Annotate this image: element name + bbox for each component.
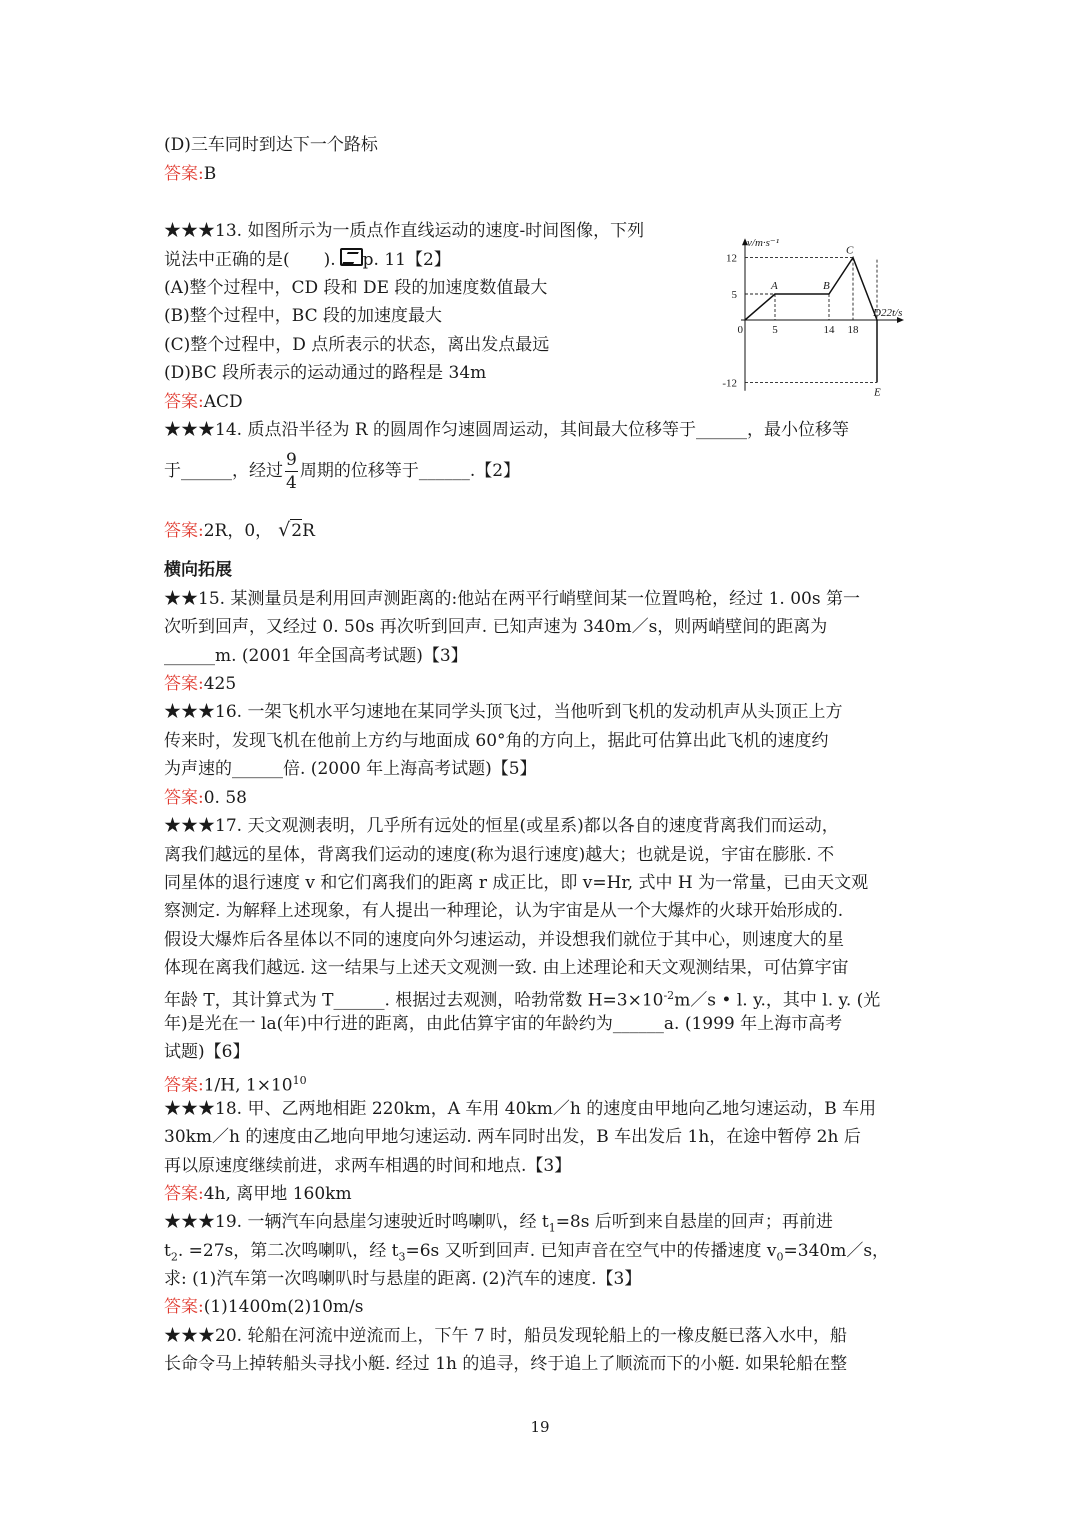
- fraction-nine-fourths: [285, 449, 298, 494]
- answer-value: (1)1400m(2)10m/s: [203, 1297, 364, 1317]
- q20-stem-line2: 长命令马上掉转船头寻找小艇. 经过 1h 的追寻，终于追上了顺流而下的小艇. 如果轮船在整: [164, 1354, 848, 1374]
- point-label-c: C: [846, 244, 854, 257]
- q19-stem-line2: [164, 1239, 889, 1269]
- answer-value: 4h, 离甲地 160km: [203, 1184, 352, 1204]
- q17-stem-line4: 察测定. 为解释上述现象，有人提出一种理论，认为宇宙是从一个大爆炸的火球开始形成的.: [164, 901, 844, 921]
- q13-stem-line2: [164, 248, 451, 272]
- reference-icon: [340, 248, 363, 266]
- x-tick-label: 5: [772, 324, 778, 336]
- q19-answer: [164, 1295, 363, 1319]
- answer-value: B: [203, 164, 217, 184]
- q14-stem-text: 于______，经过: [164, 461, 283, 481]
- q12-option-d: (D)三车同时到达下一个路标: [164, 135, 378, 155]
- page-number: 19: [530, 1418, 550, 1436]
- answer-unit: R: [302, 521, 315, 541]
- y-tick-label: -12: [722, 377, 737, 390]
- point-label-e: E: [874, 386, 881, 397]
- q13-option-a: (A)整个过程中，CD 段和 DE 段的加速度数值最大: [164, 278, 548, 298]
- answer-exponent: 10: [292, 1074, 307, 1087]
- answer-label: 答案:: [164, 674, 204, 694]
- q19-line2-b: . =27s，第二次鸣喇叭，经 t: [177, 1241, 399, 1261]
- subscript: 3: [398, 1250, 406, 1264]
- velocity-time-graph: [720, 232, 920, 397]
- subscript: 2: [170, 1250, 178, 1264]
- q17-stem-line2: 离我们越远的星体，背离我们运动的速度(称为退行速度)越大；也就是说，宇宙在膨胀. 不: [164, 845, 835, 865]
- answer-value: 1/H, 1×10: [203, 1075, 293, 1096]
- q13-answer: [164, 390, 243, 414]
- q17-stem-line8: 年)是光在一 la(年)中行进的距离，由此估算宇宙的年龄约为______a. (1999 年上海市高考: [164, 1014, 843, 1034]
- q17-stem-line5: 假设大爆炸后各星体以不同的速度向外匀速运动，并设想我们就位于其中心，则速度大的星: [164, 930, 844, 950]
- answer-label: 答案:: [164, 1297, 204, 1317]
- q13-stem-line1: ★★★13. 如图所示为一质点作直线运动的速度-时间图像，下列: [164, 221, 645, 241]
- q17-answer: [164, 1069, 307, 1098]
- q19-line1-tail: =8s 后听到来自悬崖的回声；再前进: [555, 1212, 833, 1232]
- q19-stem-line3: 求: (1)汽车第一次鸣喇叭时与悬崖的距离. (2)汽车的速度.【3】: [164, 1269, 642, 1289]
- answer-value: 2R，0，: [203, 521, 273, 541]
- answer-value: 425: [203, 674, 237, 694]
- q15-stem-line2: 次听到回声，又经过 0. 50s 再次听到回声. 已知声速为 340m／s，则两峭壁间的距离为: [164, 617, 828, 637]
- q19-line2-c: =6s 又听到回声. 已知声音在空气中的传播速度 v: [405, 1241, 777, 1261]
- q13-option-b: (B)整个过程中，BC 段的加速度最大: [164, 306, 442, 326]
- q19-stem-line1: [164, 1210, 833, 1240]
- q19-line2-a: t: [164, 1241, 171, 1261]
- q17-line7-tail: m／s • l. y.，其中 l. y. (光: [674, 990, 881, 1011]
- point-label-d22: D22: [873, 307, 892, 319]
- q15-answer: [164, 672, 236, 696]
- answer-label: 答案:: [164, 521, 204, 541]
- fraction-numerator: 9: [286, 450, 297, 470]
- q16-stem-line3: 为声速的______倍. (2000 年上海高考试题)【5】: [164, 759, 537, 779]
- q17-stem-line3: 同星体的退行速度 v 和它们离我们的距离 r 成正比，即 v=Hr, 式中 H 为一常量，已由天文观: [164, 873, 869, 893]
- sqrt-sign-icon: √: [278, 519, 291, 541]
- q14-stem-line2: [164, 448, 520, 494]
- x-tick-label: 18: [847, 324, 859, 336]
- q14-stem-line1: ★★★14. 质点沿半径为 R 的圆周作匀速圆周运动，其间最大位移等于______，最小位移等: [164, 420, 850, 440]
- q16-stem-line2: 传来时，发现飞机在他前上方约与地面成 60°角的方向上，据此可估算出此飞机的速度约: [164, 731, 829, 751]
- answer-value: ACD: [203, 392, 243, 412]
- sqrt-radicand: 2: [291, 521, 303, 541]
- x-tick-label: 0: [737, 324, 743, 336]
- y-tick-label: 5: [731, 289, 737, 301]
- section-title: 横向拓展: [164, 560, 232, 580]
- exponent: -2: [663, 989, 675, 1002]
- q14-answer: [164, 517, 315, 544]
- q13-option-d: (D)BC 段所表示的运动通过的路程是 34m: [164, 363, 487, 383]
- q17-stem-line6: 体现在离我们越远. 这一结果与上述天文观测一致. 由上述理论和天文观测结果，可估算宇宙: [164, 958, 849, 978]
- point-label-b: B: [823, 280, 830, 292]
- answer-value: 0. 58: [203, 788, 247, 808]
- y-tick-label: 12: [726, 252, 737, 265]
- q15-stem-line3: ______m. (2001 年全国高考试题)【3】: [164, 646, 468, 666]
- answer-label: 答案:: [164, 788, 204, 808]
- q17-stem-line9: 试题)【6】: [164, 1042, 250, 1062]
- q19-line2-d: =340m／s，: [783, 1241, 890, 1261]
- q15-stem-line1: ★★15. 某测量员是利用回声测距离的:他站在两平行峭壁间某一位置鸣枪，经过 1. 00s 第一: [164, 589, 860, 609]
- q19-line1-text: ★★★19. 一辆汽车向悬崖匀速驶近时鸣喇叭，经 t: [164, 1212, 549, 1232]
- q12-answer: [164, 162, 216, 186]
- q13-page-ref: p. 11【2】: [362, 250, 451, 270]
- y-axis-label: v/m·s⁻¹: [747, 237, 780, 250]
- q17-line7-text: 年龄 T，其计算式为 T______. 根据过去观测，哈勃常数 H=3×10: [164, 990, 664, 1011]
- q14-stem-tail: 周期的位移等于______.【2】: [299, 461, 521, 481]
- q18-answer: [164, 1182, 352, 1206]
- subscript: 0: [776, 1250, 784, 1264]
- q13-stem-text: 说法中正确的是( ).: [164, 250, 336, 270]
- x-tick-label: 14: [823, 324, 835, 336]
- subscript: 1: [548, 1221, 556, 1235]
- answer-label: 答案:: [164, 392, 204, 412]
- q17-stem-line7: [164, 984, 880, 1013]
- answer-label: 答案:: [164, 1184, 204, 1204]
- answer-label: 答案:: [164, 1075, 204, 1096]
- x-axis-label: t/s: [892, 307, 903, 319]
- q18-stem-line3: 再以原速度继续前进，求两车相遇的时间和地点.【3】: [164, 1156, 572, 1176]
- fraction-denominator: 4: [286, 473, 297, 493]
- q16-stem-line1: ★★★16. 一架飞机水平匀速地在某同学头顶飞过，当他听到飞机的发动机声从头顶正上方: [164, 702, 843, 722]
- q18-stem-line1: ★★★18. 甲、乙两地相距 220km，A 车用 40km／h 的速度由甲地向乙地匀速运动，B 车用: [164, 1099, 877, 1119]
- q20-stem-line1: ★★★20. 轮船在河流中逆流而上，下午 7 时，船员发现轮船上的一橡皮艇已落入水中，船: [164, 1326, 848, 1346]
- q13-option-c: (C)整个过程中，D 点所表示的状态，离出发点最远: [164, 335, 550, 355]
- point-label-a: A: [771, 280, 778, 292]
- answer-label: 答案:: [164, 164, 204, 184]
- q17-stem-line1: ★★★17. 天文观测表明，几乎所有远处的恒星(或星系)都以各自的速度背离我们而运动，: [164, 816, 839, 836]
- q18-stem-line2: 30km／h 的速度由乙地向甲地匀速运动. 两车同时出发，B 车出发后 1h，在途中暂停 2h 后: [164, 1127, 861, 1147]
- q16-answer: [164, 786, 247, 810]
